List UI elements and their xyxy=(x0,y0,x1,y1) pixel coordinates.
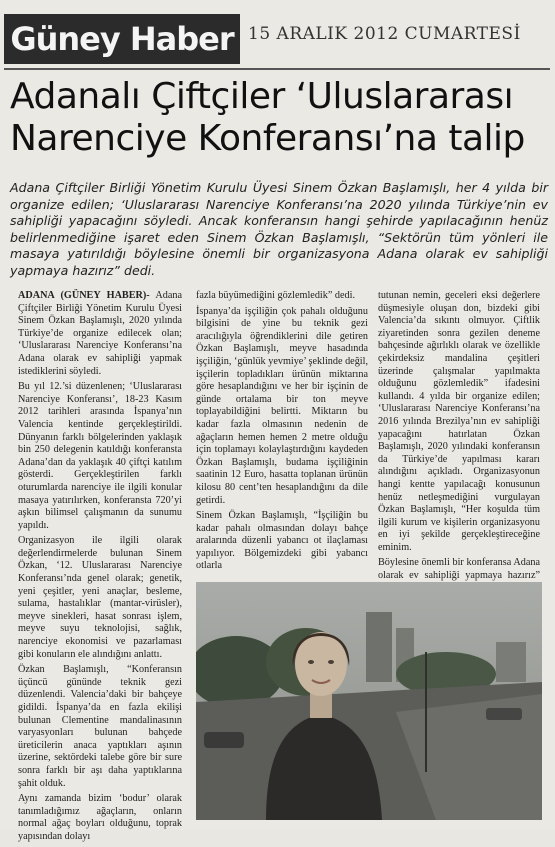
article-paragraph: Sinem Özkan Başlamışlı, “İşçiliğin bu kadar pahalı olmasından dolayı bahçe aralarında düzenli yabancı ot ilaçlaması yapılıyor. Bölgemizdeki gibi yabancı otlarla xyxy=(196,510,368,572)
article-paragraph: Bu yıl 12.’si düzenlenen; ‘Uluslararası Narenciye Konferansı’, 18-23 Kasım 2012 tarihleri arasında İspanya’nın Valencia kentinde gerçekleştirildi. Dünyanın farklı bölgelerinden yaklaşık bin 250 delegenin katıldığı konferansta Adana’dan da yaklaşık 40 çiftçi katılım gösterdi. Gerçekleştirilen farklı oturumlarda narenciye ile ilgili konular masaya yatırılırken, konferansta 720’yi aşkın bilimsel çalışmanın da sunumu yapıldı. xyxy=(18,381,182,531)
article-lead: Adana Çiftçiler Birliği Yönetim Kurulu Üyesi Sinem Özkan Başlamışlı, her 4 yılda bir organize edilen; ‘Uluslararası Narenciye Konferansı’na 2020 yılında Türkiye’nin ev sahipliği yapacağını söyledi. Ancak konferansın hangi şehirde yapılacağının henüz belirlenmediğine işaret eden Sinem Özkan Başlamışlı, “Sektörün tüm yönleri ile masaya yatırıldığı böylesine önemli bir organizasyona Adana olarak ev sahipliği yapmaya hazırız” dedi. xyxy=(10,180,548,278)
article-paragraph: Organizasyon ile ilgili olarak değerlendirmelerde bulunan Sinem Özkan, ‘12. Uluslararası Narenciye Konferansı’nda genel olarak; genetik, yeni çeşitler, yeni anaçlar, besleme, sulama, hastalıklar (mantar-virüsler), meyve sinekleri, hasat sonrası işlem, meyve suyu teknolojisi, sağlık, narenciye ekonomisi ve pazarlaması gibi konuların ele alındığını anlattı. xyxy=(18,535,182,660)
article-headline: Adanalı Çiftçiler ‘Uluslararası Narenciye Konferansı’na talip xyxy=(10,76,525,159)
photo-person-eye xyxy=(308,660,314,664)
photo-car xyxy=(204,732,244,748)
issue-date: 15 ARALIK 2012 CUMARTESİ xyxy=(248,24,521,44)
article-paragraph: İspanya’da işçiliğin çok pahalı olduğunu bilgisini de yine bu teknik gezi aracılığıyla öğrendiklerini dile getiren Özkan Başlamışlı, meyve hasadında işçiliğin, ‘günlük yevmiye’ şeklinde değil, işçilerin topladıkları ürünün miktarına göre hesaplandığını ve her bir işçinin de günde ortalama bir ton meyve toplayabildiğini belirtti. Miktarın bu kadar fazla olmasının nedenin de ağaçların hemen hemen 2 metre olduğu için toplamayı kolaylaştırdığını kaydeden Özkan Başlamışlı, budama işçiliğinin saatinin 12 Euro, hasatta toplanan ürünün kilosu 80 cent’ten hesaplandığını da dile getirdi. xyxy=(196,305,368,506)
photo-car xyxy=(486,708,522,720)
newspaper-logo: Güney Haber xyxy=(4,14,240,64)
masthead-divider xyxy=(4,68,550,70)
article-paragraph: Özkan Başlamışlı, “Konferansın üçüncü gününde teknik gezi düzenlendi. Valencia’daki bir bahçeye gidildi. İspanya’da en fazla ekilişi bulunan Clementine mandalinasının varyasyonları bulunan bahçede üreticilerin anaca yaptıkları aşının üzerine, sektördeki talebe göre bir sure sonra farklı bir aşı daha yaptıklarına şahit olduk. xyxy=(18,664,182,789)
article-paragraph: fazla büyümediğini gözlemledik” dedi. xyxy=(196,290,355,301)
photo-building xyxy=(366,612,392,682)
article-paragraph: Böylesine önemli bir konferansa Adana olarak ev sahipliği yapmaya hazırız” xyxy=(378,557,540,582)
article-paragraph: tutunan nemin, geceleri eksi değerlere düşmesiyle oluşan don, bizdeki gibi Valencia’da sıkıntı olmuyor. Çiftlik ziyaretinden sonra gezilen deneme bahçesinde ağırlıklı olarak ve özellikle çekirdeksiz mandalina çeşitleri üzerinde çalışmalar yapılmakta olduğunu gözlemledik” ifadesini kullandı. 4 yılda bir organize edilen; ‘Uluslararası Narenciye Konferansı’na 2016 yılında Brezilya’nın ev sahipliği yapacağını hatırlatan Özkan Başlamışlı, 2020 yılındaki konferansın da Türkiye’de yapılması kararı alındığını açıkladı. Organizasyonun hangi kentte yapılacağı konusunun henüz netleşmediğini vurgulayan Özkan Başlamışlı, “Her koşulda tüm ilgili kurum ve kişilerin organizasyonu en iyi şekilde gerçekleştireceğine eminim. xyxy=(378,290,540,553)
article-column-1 xyxy=(18,290,182,847)
article-column-3 xyxy=(378,290,540,598)
photo-building xyxy=(496,642,526,682)
article-paragraph: Aynı zamanda bizim ‘bodur’ olarak tanımladığımız ağaçların, onların normal ağaç boyları olduğunu, toprak yapısından dolayı xyxy=(18,793,182,842)
masthead xyxy=(4,14,550,64)
article-paragraph: ADANA (GÜNEY HABER)- Adana Çiftçiler Birliği Yönetim Kurulu Üyesi Sinem Özkan Başlamışlı, 2020 yılında Türkiye’de organize edilecek olan; ‘Uluslararası Narenciye Konferansı’na Adana olarak ev sahipliği yapmak istediklerini söyledi. xyxy=(18,290,182,377)
byline: ADANA (GÜNEY HABER)- xyxy=(18,290,150,301)
article-column-2 xyxy=(196,290,368,576)
article-photo xyxy=(196,582,542,820)
photo-illustration xyxy=(196,582,542,820)
photo-person-eye xyxy=(328,660,334,664)
